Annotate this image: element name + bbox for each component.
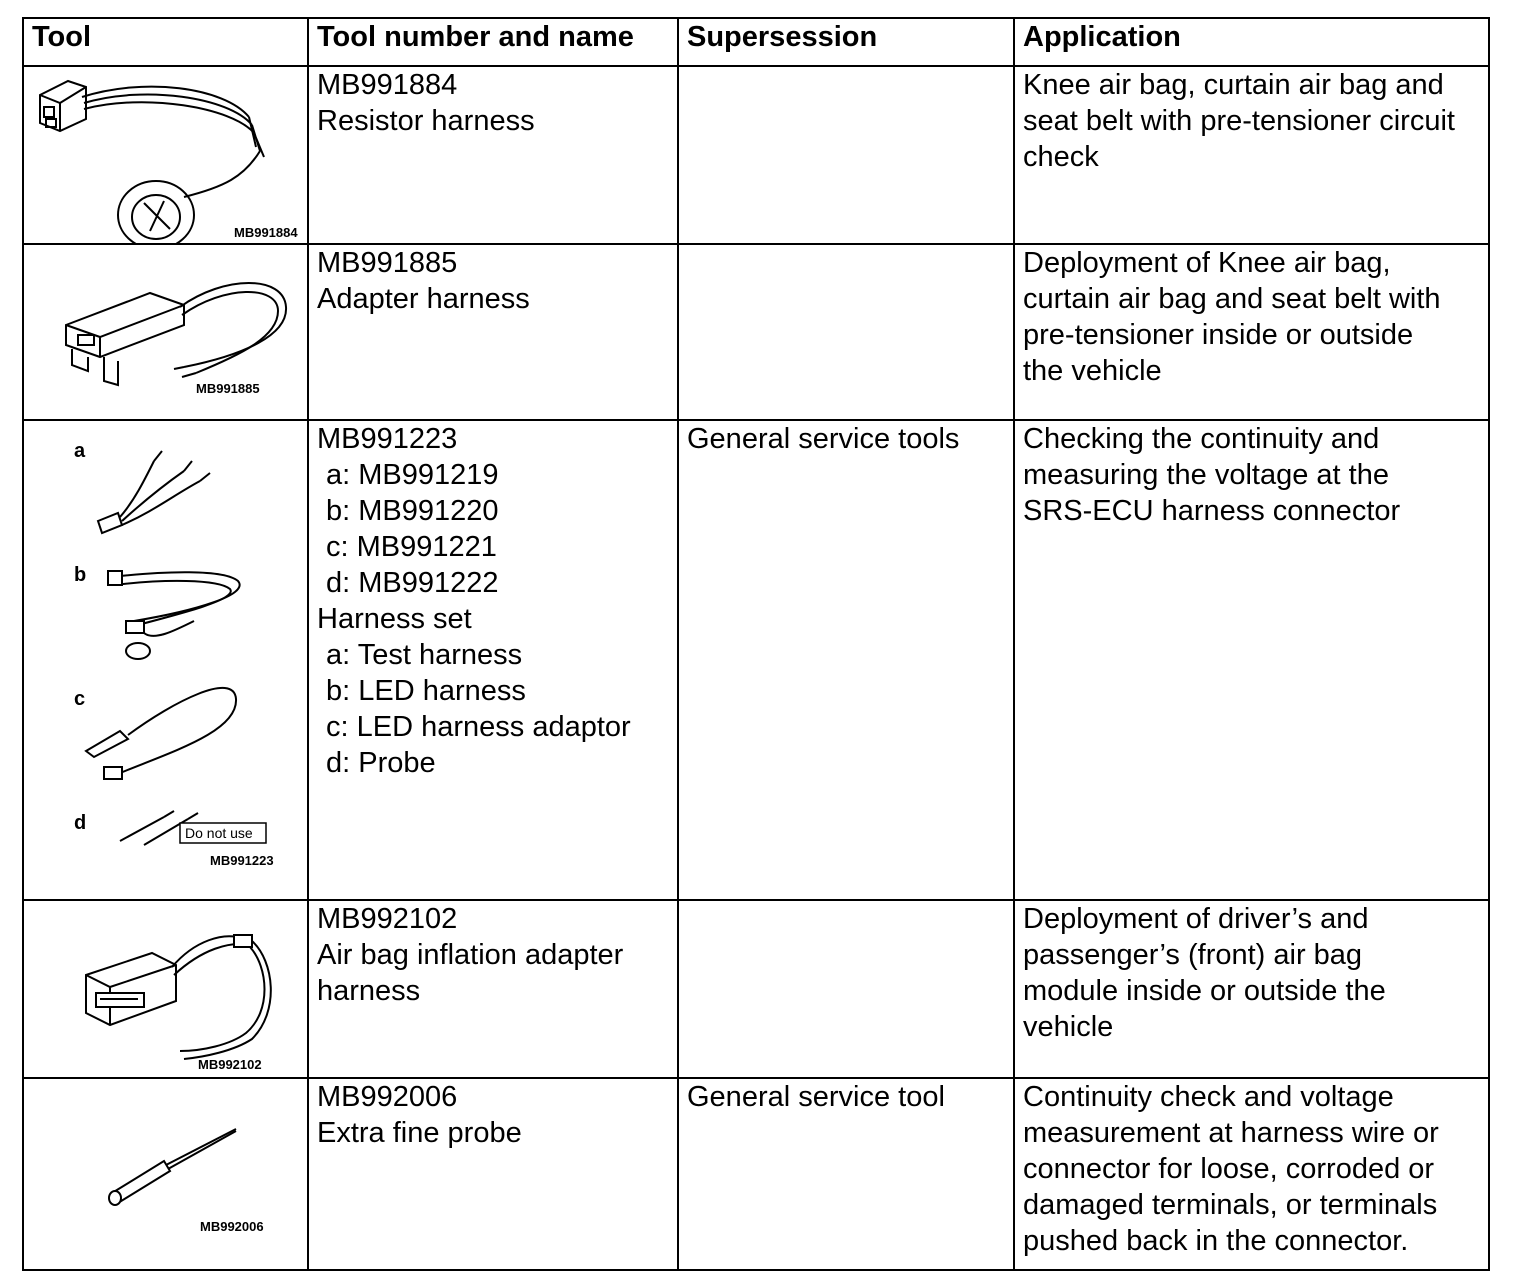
application-line: Checking the continuity and (1023, 423, 1380, 455)
header-tool-number-and-name: Tool number and name (308, 18, 678, 66)
tool-label: MB992006 (200, 1219, 264, 1234)
supersession (678, 66, 1014, 244)
tool-label: MB991223 (210, 853, 274, 868)
tool-number-and-name (308, 420, 678, 900)
application-line: vehicle (1023, 1011, 1114, 1043)
application-line: pre-tensioner inside or outside (1023, 319, 1414, 351)
tool-name: Resistor harness (317, 105, 535, 137)
sub-letter-d: d (74, 812, 87, 834)
application-line: connector for loose, corroded or (1023, 1153, 1435, 1185)
application-line: SRS-ECU harness connector (1023, 495, 1401, 527)
application (1014, 900, 1489, 1078)
application (1014, 66, 1489, 244)
tool-number: MB991884 (317, 69, 458, 101)
tool-number-and-name (308, 66, 678, 244)
table-row (23, 66, 1489, 244)
application-line: curtain air bag and seat belt with (1023, 283, 1441, 315)
application-line: damaged terminals, or terminals (1023, 1189, 1438, 1221)
sub-number: b: MB991220 (326, 495, 499, 527)
air-bag-inflation-adapter-harness-illustration (24, 901, 309, 1077)
sub-number: a: MB991219 (326, 459, 499, 491)
extra-fine-probe-illustration (24, 1079, 309, 1269)
sub-name: a: Test harness (326, 639, 523, 671)
header-row (23, 18, 1489, 66)
supersession (678, 244, 1014, 420)
application-line: Deployment of Knee air bag, (1023, 247, 1391, 279)
application-line: measurement at harness wire or (1023, 1117, 1439, 1149)
tool-name: Air bag inflation adapter (317, 939, 624, 971)
adapter-harness-illustration (24, 245, 309, 419)
application (1014, 244, 1489, 420)
tool-name: Harness set (317, 603, 472, 635)
tool-name: harness (317, 975, 421, 1007)
sub-letter-a: a (74, 440, 86, 462)
tool-label: MB992102 (198, 1057, 262, 1072)
sub-name: b: LED harness (326, 675, 526, 707)
tool-illustration-cell (23, 66, 308, 244)
application-line: Deployment of driver’s and (1023, 903, 1369, 935)
header-tool: Tool (23, 18, 308, 66)
table-row (23, 244, 1489, 420)
table-row (23, 420, 1489, 900)
tool-illustration-cell (23, 244, 308, 420)
tool-number: MB991223 (317, 423, 458, 455)
special-tools-table (22, 17, 1490, 1271)
sub-name: d: Probe (326, 747, 436, 779)
sub-letter-b: b (74, 564, 87, 586)
application (1014, 420, 1489, 900)
application-line: Continuity check and voltage (1023, 1081, 1394, 1113)
tool-name: Adapter harness (317, 283, 530, 315)
tool-number-and-name (308, 244, 678, 420)
application-line: Knee air bag, curtain air bag and (1023, 69, 1444, 101)
tool-illustration-cell (23, 420, 308, 900)
application-line: passenger’s (front) air bag (1023, 939, 1363, 971)
application-line: check (1023, 141, 1099, 173)
tool-label: MB991884 (234, 225, 298, 240)
application-line: module inside or outside the (1023, 975, 1386, 1007)
sub-name: c: LED harness adaptor (326, 711, 631, 743)
sub-number: c: MB991221 (326, 531, 497, 563)
harness-set-illustration (24, 421, 309, 899)
tool-illustration-cell (23, 1078, 308, 1270)
table-row (23, 900, 1489, 1078)
application-line: measuring the voltage at the (1023, 459, 1389, 491)
application-line: pushed back in the connector. (1023, 1225, 1409, 1257)
sub-number: d: MB991222 (326, 567, 499, 599)
tool-name: Extra fine probe (317, 1117, 522, 1149)
application-line: the vehicle (1023, 355, 1162, 387)
header-supersession: Supersession (678, 18, 1014, 66)
application (1014, 1078, 1489, 1270)
supersession: General service tools (678, 420, 1014, 900)
tool-number: MB992006 (317, 1081, 458, 1113)
do-not-use-label: Do not use (185, 825, 253, 841)
supersession: General service tool (678, 1078, 1014, 1270)
table-row (23, 1078, 1489, 1270)
sub-letter-c: c (74, 688, 86, 710)
application-line: seat belt with pre-tensioner circuit (1023, 105, 1455, 137)
tool-label: MB991885 (196, 381, 260, 396)
tool-illustration-cell (23, 900, 308, 1078)
tool-number-and-name (308, 1078, 678, 1270)
tool-number-and-name (308, 900, 678, 1078)
supersession (678, 900, 1014, 1078)
resistor-harness-illustration (24, 67, 309, 243)
tool-number: MB991885 (317, 247, 458, 279)
header-application: Application (1014, 18, 1489, 66)
tool-number: MB992102 (317, 903, 458, 935)
